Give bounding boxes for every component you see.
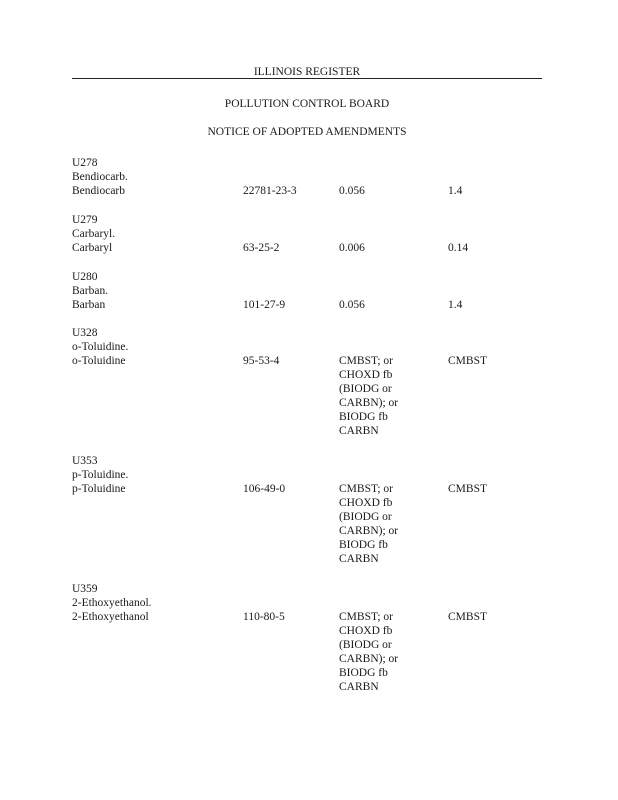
entry-group: p-Toluidine. (72, 469, 129, 481)
entry-nonwastewater: CMBST (448, 355, 487, 367)
entry-cas: 110-80-5 (243, 611, 285, 623)
entry-wastewater: BIODG fb (339, 667, 388, 679)
entry-name: Barban (72, 299, 106, 311)
entry-name: Bendiocarb (72, 185, 126, 197)
entry-name: Carbaryl (72, 242, 113, 254)
entry-wastewater: (BIODG or (339, 383, 392, 395)
entry-wastewater: CARBN); or (339, 653, 399, 665)
entry-wastewater: CARBN (339, 681, 379, 693)
notice-title: NOTICE OF ADOPTED AMENDMENTS (207, 126, 407, 138)
entry-cas: 95-53-4 (243, 355, 280, 367)
entry-code: U279 (72, 214, 98, 226)
entry-nonwastewater: 1.4 (448, 185, 463, 197)
entry-name: 2-Ethoxyethanol (72, 611, 149, 623)
header-rule (72, 78, 542, 79)
entry-wastewater: 0.056 (339, 299, 365, 311)
entry-wastewater: CMBST; or (339, 611, 394, 623)
entry-wastewater: CMBST; or (339, 483, 394, 495)
entry-code: U359 (72, 583, 98, 595)
entry-nonwastewater: CMBST (448, 611, 487, 623)
entry-wastewater: BIODG fb (339, 411, 388, 423)
entry-code: U353 (72, 455, 98, 467)
entry-cas: 106-49-0 (243, 483, 286, 495)
entry-nonwastewater: CMBST (448, 483, 487, 495)
register-title: ILLINOIS REGISTER (253, 66, 361, 78)
entry-wastewater: CARBN); or (339, 525, 399, 537)
entry-wastewater: CARBN (339, 553, 379, 565)
entry-wastewater: BIODG fb (339, 539, 388, 551)
entry-wastewater: 0.056 (339, 185, 365, 197)
entry-name: o-Toluidine (72, 355, 126, 367)
entry-name: p-Toluidine (72, 483, 126, 495)
entry-wastewater: (BIODG or (339, 511, 392, 523)
entry-nonwastewater: 0.14 (448, 242, 469, 254)
entry-group: o-Toluidine. (72, 341, 129, 353)
entry-wastewater: (BIODG or (339, 639, 392, 651)
entry-wastewater: CHOXD fb (339, 369, 393, 381)
entry-group: 2-Ethoxyethanol. (72, 597, 152, 609)
entry-wastewater: CMBST; or (339, 355, 394, 367)
entry-cas: 63-25-2 (243, 242, 280, 254)
entry-wastewater: CARBN); or (339, 397, 399, 409)
entry-code: U328 (72, 327, 98, 339)
entry-code: U280 (72, 271, 98, 283)
entry-nonwastewater: 1.4 (448, 299, 463, 311)
entry-wastewater: CHOXD fb (339, 625, 393, 637)
entry-wastewater: 0.006 (339, 242, 365, 254)
entry-group: Carbaryl. (72, 228, 116, 240)
entry-cas: 101-27-9 (243, 299, 286, 311)
board-title: POLLUTION CONTROL BOARD (224, 98, 390, 110)
entry-group: Barban. (72, 285, 109, 297)
entry-cas: 22781-23-3 (243, 185, 297, 197)
entry-group: Bendiocarb. (72, 171, 128, 183)
entry-wastewater: CHOXD fb (339, 497, 393, 509)
entry-wastewater: CARBN (339, 425, 379, 437)
entry-code: U278 (72, 157, 98, 169)
